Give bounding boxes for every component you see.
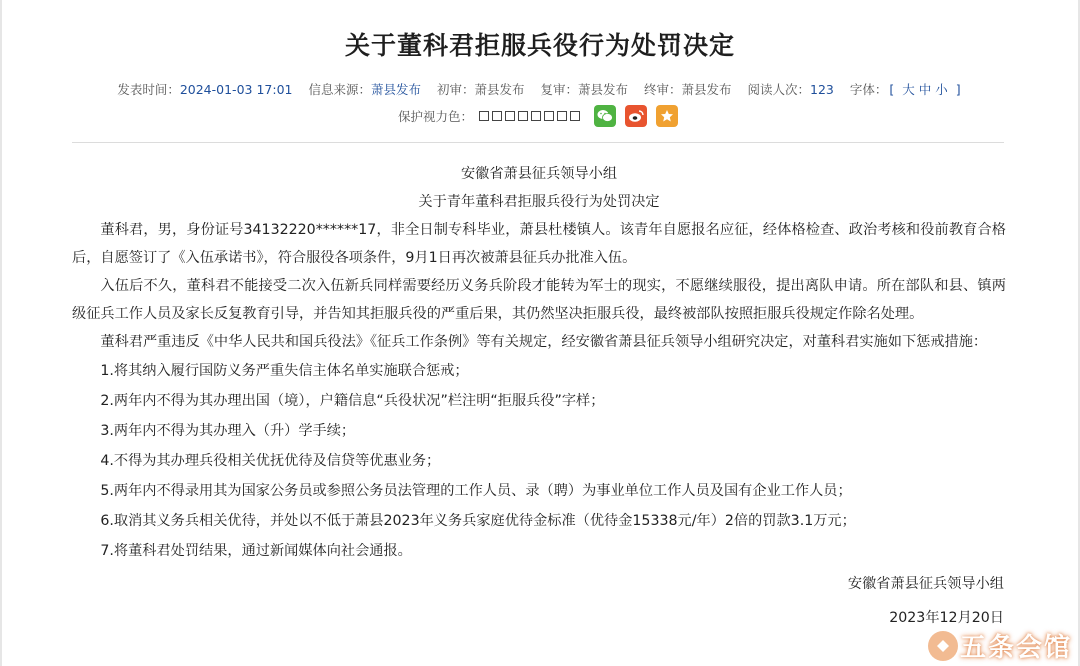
color-swatch[interactable] (557, 111, 567, 121)
source-link[interactable]: 萧县发布 (370, 82, 421, 97)
color-swatch[interactable] (544, 111, 554, 121)
signature: 安徽省萧县征兵领导小组 (847, 576, 1004, 592)
penalty-item: 2.两年内不得为其办理出国（境），户籍信息“兵役状况”栏注明“拒服兵役”字样； (100, 393, 605, 409)
color-swatches (479, 111, 580, 121)
paragraph: 董科君严重违反《中华人民共和国兵役法》《征兵工作条例》等有关规定，经安徽省萧县征兵领导小组研究决定，对董科君实施如下惩戒措施： (100, 334, 988, 350)
penalty-item: 5.两年内不得录用其为国家公务员或参照公务员法管理的工作人员、录（聘）为事业单位工作人员及国有企业工作人员； (100, 483, 852, 499)
views-label: 阅读人次： (747, 82, 811, 97)
publish-time: 2024-01-03 17:01 (179, 82, 293, 97)
penalty-item: 7.将董科君处罚结果，通过新闻媒体向社会通报。 (100, 543, 412, 559)
document-date: 2023年12月20日 (889, 610, 1004, 626)
favorite-share-button[interactable] (656, 105, 678, 127)
document-subtitle: 关于青年董科君拒服兵役行为处罚决定 (418, 194, 660, 210)
first-review: 萧县发布 (474, 82, 525, 97)
color-swatch[interactable] (492, 111, 502, 121)
paragraph: 入伍后不久，董科君不能接受二次入伍新兵同样需要经历义务兵阶段才能转为军士的现实，不愿继续服役，提出离队申请。所在部队和县、镇两级征兵工作人员及家长反复教育引导，并告知其拒服兵役的严重后果，其仍然坚决拒服兵役，最终被部队按照拒服兵役规定作除名处理。 (72, 278, 1006, 322)
weibo-share-button[interactable] (625, 105, 647, 127)
favorite-icon (660, 109, 674, 123)
color-swatch[interactable] (531, 111, 541, 121)
penalty-item: 4.不得为其办理兵役相关优抚优待及信贷等优惠业务； (100, 453, 441, 469)
penalty-item: 3.两年内不得为其办理入（升）学手续； (100, 423, 356, 439)
publish-time-label: 发表时间： (117, 82, 180, 97)
second-review-label: 复审： (540, 82, 578, 97)
weibo-icon (628, 109, 644, 123)
watermark-logo-icon (928, 631, 958, 661)
article-meta (0, 80, 1080, 98)
eye-protection-label: 保护视力色： (398, 109, 474, 124)
color-swatch[interactable] (505, 111, 515, 121)
font-medium-button[interactable]: 中 (918, 82, 932, 97)
wechat-icon (597, 109, 613, 123)
watermark (928, 627, 1072, 664)
eye-protection-bar (398, 104, 678, 128)
wechat-share-button[interactable] (594, 105, 616, 127)
color-swatch[interactable] (518, 111, 528, 121)
second-review: 萧县发布 (578, 82, 629, 97)
penalty-item: 6.取消其义务兵相关优待，并处以不低于萧县2023年义务兵家庭优待金标准（优待金15338元/年）2倍的罚款3.1万元； (100, 513, 856, 529)
font-large-button[interactable]: 大 (902, 82, 915, 97)
document-org-heading: 安徽省萧县征兵领导小组 (460, 166, 618, 182)
penalty-item: 1.将其纳入履行国防义务严重失信主体名单实施联合惩戒； (100, 363, 469, 379)
font-size-switcher (887, 82, 962, 97)
source-label: 信息来源： (308, 82, 371, 97)
views-count: 123 (810, 82, 834, 97)
font-bracket-open: [ (889, 82, 895, 97)
first-review-label: 初审： (436, 82, 475, 97)
page-left-border (0, 0, 2, 666)
share-buttons (594, 105, 678, 127)
font-small-button[interactable]: 小 (935, 82, 948, 97)
watermark-text: 五条会馆 (959, 633, 1072, 663)
final-review-label: 终审： (644, 82, 682, 97)
font-size-label: 字体： (849, 82, 888, 97)
article-title: 关于董科君拒服兵役行为处罚决定 (344, 31, 735, 60)
color-swatch[interactable] (479, 111, 489, 121)
article-body (72, 160, 1006, 632)
color-swatch[interactable] (570, 111, 580, 121)
final-review: 萧县发布 (681, 82, 732, 97)
paragraph: 董科君，男，身份证号34132220******17，非全日制专科毕业，萧县杜楼镇人。该青年自愿报名应征，经体格检查、政治考核和役前教育合格后，自愿签订了《入伍承诺书》，符合服役各项条件，9月1日再次被萧县征兵办批准入伍。 (72, 222, 1006, 266)
title-divider (72, 142, 1004, 143)
font-bracket-close: ] (955, 82, 961, 97)
